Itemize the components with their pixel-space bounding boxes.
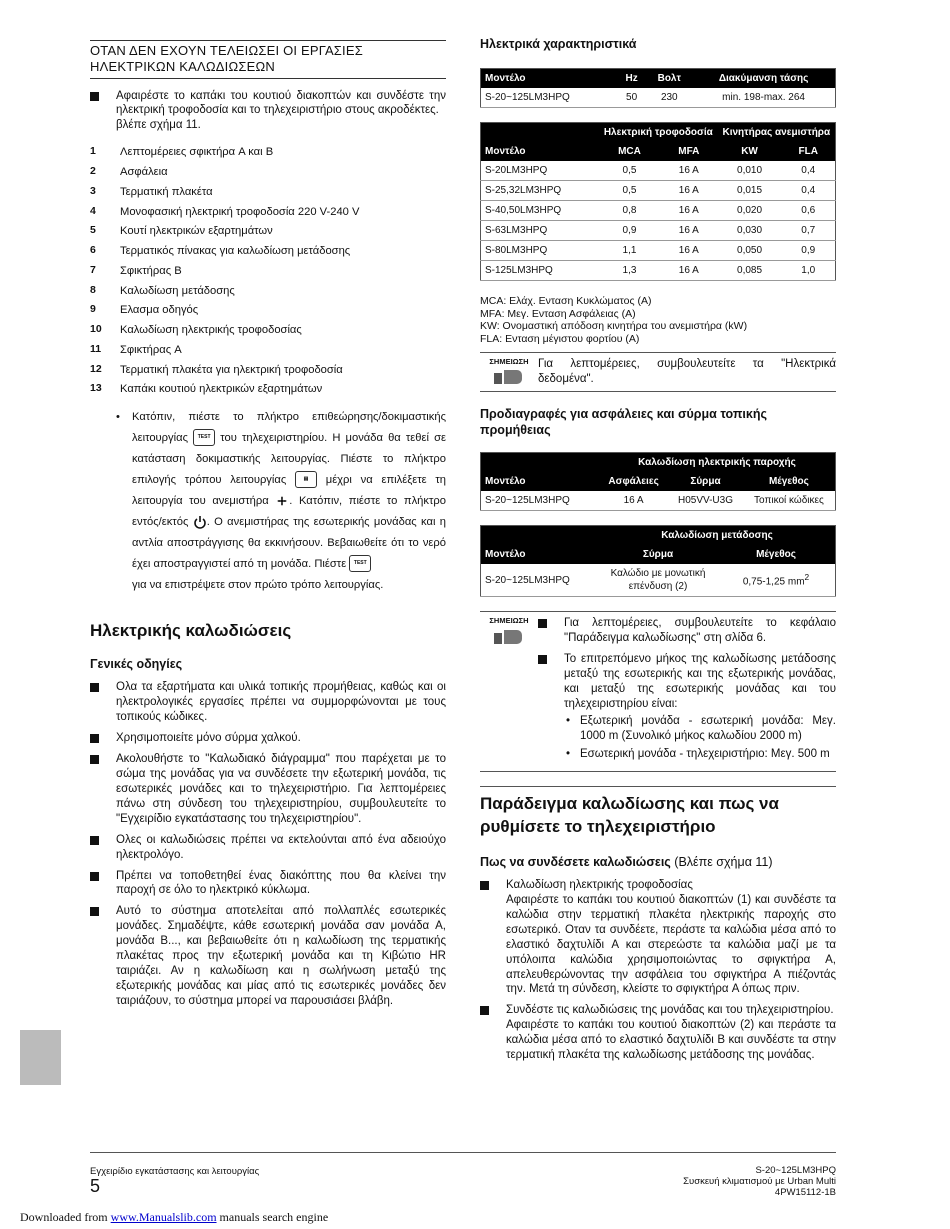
connect-item-title: Συνδέστε τις καλωδιώσεις της μονάδας και του τηλεχειριστηρίου. bbox=[506, 1004, 834, 1017]
list-item bbox=[90, 323, 446, 338]
download-credit bbox=[20, 1210, 328, 1226]
list-item bbox=[90, 343, 446, 358]
t1-cell: 50 bbox=[617, 88, 647, 108]
t2-group-power: Ηλεκτρική τροφοδοσία bbox=[599, 123, 718, 143]
t4-head: Μοντέλο bbox=[481, 545, 600, 564]
list-item bbox=[90, 264, 446, 279]
t3-cell: 16 A bbox=[599, 491, 668, 511]
sub-item: • Εσωτερική μονάδα - τηλεχειριστήριο: Μεγ. 500 m bbox=[564, 747, 836, 762]
test-key-icon bbox=[193, 429, 215, 446]
intro-list bbox=[90, 89, 446, 134]
test-text-6: για να επιστρέψετε στον πρώτο τρόπο λειτουργίας. bbox=[132, 578, 384, 591]
t1-cell: S-20~125LM3HPQ bbox=[481, 88, 617, 108]
note-list bbox=[538, 616, 836, 761]
test-text-2: του τηλεχειριστηρίου. Η μονάδα θα τεθεί σε κατάσταση δοκιμαστικής λειτουργίας. Πιέστε το πλήκτρο επιλογής τρόπου λειτουργίας bbox=[132, 431, 447, 486]
list-item: Πρέπει να τοποθετηθεί ένας διακόπτης που θα κλείνει την παροχή σε όλο το ηλεκτρικό κύκλωμα. bbox=[90, 869, 446, 899]
table-supply-wiring bbox=[480, 452, 836, 511]
t3-cell: H05VV-U3G bbox=[668, 491, 743, 511]
connect-heading-text: Πως να συνδέσετε καλωδιώσεις bbox=[480, 854, 671, 869]
t3-head: Μέγεθος bbox=[743, 472, 836, 491]
item-text: Μονοφασική ηλεκτρική τροφοδοσία 220 V-240 V bbox=[120, 205, 360, 218]
t3-group: Καλωδίωση ηλεκτρικής παροχής bbox=[599, 453, 836, 473]
t2-cell: 16 A bbox=[660, 241, 718, 261]
t2-cell: 16 A bbox=[660, 161, 718, 181]
note-body-2 bbox=[538, 616, 836, 767]
list-item: Αυτό το σύστημα αποτελείται από πολλαπλές εσωτερικές μονάδες. Σημαδέψτε, κάθε εσωτερική μονάδα σαν μονάδα A, μονάδα B..., και βεβαιωθείτε ότι η καλωδίωση της τερματικής πλακέτας προς την εξωτερική μονάδα και τη Κιβώτιο HR ταιριάζει. Αν η καλωδίωση και η σωλήνωση μεταξύ της εξωτερικής μονάδας και μίας από τις εσωτερικές μονάδες δεν ταιριάζουν, το σύστημα μπορεί να παρουσιάσει βλάβη. bbox=[90, 904, 446, 1009]
sub-item: • Εξωτερική μονάδα - εσωτερική μονάδα: Μεγ. 1000 m (Συνολικό μήκος καλωδίου 2000 m) bbox=[564, 714, 836, 744]
abbreviation-legend bbox=[480, 295, 836, 345]
table-row bbox=[481, 564, 836, 597]
item-number: 2 bbox=[90, 165, 96, 178]
intro-item bbox=[90, 89, 446, 134]
test-key-label-2: TEST bbox=[353, 560, 367, 567]
test-text-5: . Ο ανεμιστήρας της εσωτερικής μονάδας και η αντλία αποστράγγισης θα εκκινήσουν. Βεβαιωθείτε ότι το νερό έχει αποστραγγιστεί από τη μονάδα. Πιέστε bbox=[132, 515, 447, 570]
section-heading: ΟΤΑΝ ΔΕΝ ΕΧΟΥΝ ΤΕΛΕΙΩΣΕΙ ΟΙ ΕΡΓΑΣΙΕΣ ΗΛΕΚΤΡΙΚΩΝ ΚΑΛΩΔΙΩΣΕΩΝ bbox=[90, 40, 446, 79]
footer-divider bbox=[90, 1152, 836, 1153]
item-text: Καλωδίωση μετάδοσης bbox=[120, 284, 235, 297]
note-icon bbox=[494, 370, 524, 384]
footer-model: S-20~125LM3HPQ bbox=[755, 1165, 836, 1176]
list-item: Χρησιμοποιείτε μόνο σύρμα χαλκού. bbox=[90, 731, 446, 746]
note-tag bbox=[480, 357, 538, 387]
t2-cell: S-20LM3HPQ bbox=[481, 161, 600, 181]
example-heading: Παράδειγμα καλωδίωσης και πως να ρυθμίσετε το τηλεχειριστήριο bbox=[480, 786, 836, 837]
note-tag-label-2: ΣΗΜΕΙΩΣΗ bbox=[489, 616, 529, 625]
t2-empty bbox=[481, 123, 600, 143]
test-instructions bbox=[90, 407, 446, 596]
t2-cell: 0,4 bbox=[781, 161, 835, 181]
t4-head: Μέγεθος bbox=[717, 545, 836, 564]
table-row bbox=[481, 88, 836, 108]
left-column bbox=[90, 40, 446, 1015]
download-suffix: manuals search engine bbox=[216, 1210, 329, 1224]
item-text: Τερματικός πίνακας για καλωδίωση μετάδοσης bbox=[120, 245, 351, 258]
item-text: Καπάκι κουτιού ηλεκτρικών εξαρτημάτων bbox=[120, 383, 323, 396]
intro-ref: βλέπε σχήμα 11. bbox=[116, 119, 201, 132]
t4-sup: 2 bbox=[804, 571, 810, 582]
item-number: 11 bbox=[90, 342, 102, 355]
list-item bbox=[90, 363, 446, 378]
table-row bbox=[481, 161, 836, 181]
t1-head-model: Μοντέλο bbox=[481, 69, 617, 89]
test-key-label: TEST bbox=[197, 434, 211, 441]
connect-item bbox=[480, 878, 836, 998]
t2-cell: 0,9 bbox=[781, 241, 835, 261]
t4-cell: Καλώδιο με μονωτική επένδυση (2) bbox=[599, 564, 717, 597]
t2-head: MFA bbox=[660, 142, 718, 161]
item-number: 5 bbox=[90, 224, 96, 237]
t2-cell: 0,030 bbox=[718, 221, 782, 241]
t2-cell: 0,7 bbox=[781, 221, 835, 241]
t2-cell: 16 A bbox=[660, 181, 718, 201]
connect-item-text: Αφαιρέστε το καπάκι του κουτιού διακοπτών (1) και συνδέστε τα καλώδια στην τερματική πλακέτα ηλεκτρικής παροχής στο εσωτερικό. Οταν τα συνδέετε, περάστε τα καλώδια μέσα από το ελαστικό δαχτυλίδι A και στερεώστε τα καλώδια μαζί με τα υπόλοιπα καλώδια χρησιμοποιώντας το σφιγκτήρα A, απελευθερώνοντας την ασφάλεια του σφιγκτήρα A πιέζοντάς την. Μετά τη σύνδεση, κλείστε το σφιγκτήρα A όπως πριν. bbox=[506, 893, 836, 996]
list-item: Ακολουθήστε το "Καλωδιακό διάγραμμα" που παρέχεται με το σώμα της μονάδας για να συνδέσετε την εξωτερική μονάδα, τις εσωτερικές μονάδες και το τηλεχειριστήριο. Για λεπτομέρειες πάνω στη σύνδεση του τηλεχειριστηρίου, συμβουλευτείτε το "Εγχειρίδιο εγκατάστασης του τηλεχειριστηρίου". bbox=[90, 752, 446, 827]
table-transmission-wiring bbox=[480, 525, 836, 597]
test-text-1: Κατόπιν, πιέστε το πλήκτρο επιθεώρησης/δοκιμαστικής λειτουργίας bbox=[132, 410, 446, 444]
electrical-heading: Ηλεκτρικά χαρακτηριστικά bbox=[480, 37, 637, 51]
t1-head-range: Διακύμανση τάσης bbox=[692, 69, 835, 89]
t2-cell: 0,085 bbox=[718, 261, 782, 281]
item-number: 6 bbox=[90, 244, 96, 257]
t2-cell: 0,5 bbox=[599, 181, 660, 201]
right-column bbox=[480, 36, 836, 1069]
note-tag-2 bbox=[480, 616, 538, 767]
list-item bbox=[90, 382, 446, 397]
table-power bbox=[480, 122, 836, 281]
wiring-heading: Ηλεκτρικής καλωδιώσεις bbox=[90, 620, 292, 640]
t2-cell: 0,015 bbox=[718, 181, 782, 201]
note-box-1 bbox=[480, 352, 836, 392]
footer-model-info bbox=[683, 1166, 836, 1199]
t2-cell: 0,5 bbox=[599, 161, 660, 181]
fan-icon bbox=[275, 494, 289, 508]
list-item bbox=[90, 185, 446, 200]
table-row bbox=[481, 181, 836, 201]
fuse-heading: Προδιαγραφές για ασφάλειες και σύρμα τοπικής προμήθειας bbox=[480, 406, 767, 437]
item-number: 7 bbox=[90, 263, 96, 276]
t4-cell: S-20~125LM3HPQ bbox=[481, 564, 600, 597]
table-row bbox=[481, 201, 836, 221]
t1-head-hz: Hz bbox=[617, 69, 647, 89]
list-item: Ολα τα εξαρτήματα και υλικά τοπικής προμήθειας, καθώς και οι ηλεκτρολογικές εργασίες πρέπει να συμμορφώνονται με τους τοπικούς κώδικες. bbox=[90, 680, 446, 725]
item-number: 4 bbox=[90, 204, 96, 217]
t2-cell: 16 A bbox=[660, 261, 718, 281]
list-item bbox=[90, 244, 446, 259]
t1-head-volt: Βολτ bbox=[646, 69, 692, 89]
item-text: Λεπτομέρειες σφικτήρα A και B bbox=[120, 146, 274, 159]
item-text: Ασφάλεια bbox=[120, 166, 168, 179]
t2-group-fan: Κινητήρας ανεμιστήρα bbox=[718, 123, 836, 143]
legend-line: MFA: Μεγ. Ενταση Ασφάλειας (A) bbox=[480, 307, 636, 320]
footer-product: Συσκευή κλιματισμού με Urban Multi bbox=[683, 1175, 836, 1187]
t2-cell: S-125LM3HPQ bbox=[481, 261, 600, 281]
item-text: Τερματική πλακέτα bbox=[120, 185, 213, 198]
item-text: Σφικτήρας B bbox=[120, 264, 182, 277]
footer-code: 4PW15112-1B bbox=[774, 1186, 836, 1198]
t4-group: Καλωδίωση μετάδοσης bbox=[599, 526, 836, 546]
t2-cell: S-25,32LM3HPQ bbox=[481, 181, 600, 201]
t1-cell: 230 bbox=[646, 88, 692, 108]
test-text-3: μέχρι να επιλέξετε τη λειτουργία του ανεμιστήρα bbox=[132, 473, 447, 507]
list-item bbox=[90, 205, 446, 220]
t1-cell: min. 198-max. 264 bbox=[692, 88, 835, 108]
list-item bbox=[90, 165, 446, 180]
general-list bbox=[90, 680, 446, 1009]
item-number: 3 bbox=[90, 184, 96, 197]
item-number: 10 bbox=[90, 323, 102, 336]
test-text-4: . Κατόπιν, πιέστε το πλήκτρο εντός/εκτός bbox=[132, 494, 446, 528]
note-text: Για λεπτομέρειες, συμβουλευτείτε τα "Ηλεκτρικά δεδομένα". bbox=[538, 357, 836, 385]
t3-head: Ασφάλειες bbox=[599, 472, 668, 491]
t2-cell: 0,010 bbox=[718, 161, 782, 181]
t3-head: Μοντέλο bbox=[481, 472, 600, 491]
item-number: 1 bbox=[90, 145, 96, 158]
note-box-2 bbox=[480, 611, 836, 772]
t3-empty bbox=[481, 453, 600, 473]
connect-item bbox=[480, 1003, 836, 1063]
note-item: Για λεπτομέρειες, συμβουλευτείτε το κεφάλαιο "Παράδειγμα καλωδίωσης" στη σλίδα 6. bbox=[538, 616, 836, 646]
item-number: 13 bbox=[90, 382, 102, 395]
mode-key-icon: ▤ bbox=[295, 471, 317, 488]
connect-list bbox=[480, 878, 836, 1063]
item-text: Καλωδίωση ηλεκτρικής τροφοδοσίας bbox=[120, 324, 302, 337]
table-row bbox=[481, 491, 836, 511]
intro-text: Αφαιρέστε το καπάκι του κουτιού διακοπτών και συνδέστε την ηλεκτρική τροφοδοσία και το τηλεχειριστήριο στους ακροδέκτες. bbox=[116, 89, 446, 117]
item-number: 12 bbox=[90, 362, 102, 375]
test-key-icon-2 bbox=[349, 555, 371, 572]
connect-item-text: Αφαιρέστε το καπάκι του κουτιού διακοπτών (2) και περάστε τα καλώδια μέσα από το ελαστικό δαχτυλίδι B και συνδέστε τα στην τερματική πλακέτα της καλωδίωσης μετάδοσης της μονάδας. bbox=[506, 1019, 836, 1062]
t2-head: Μοντέλο bbox=[481, 142, 600, 161]
t2-cell: S-40,50LM3HPQ bbox=[481, 201, 600, 221]
note-item bbox=[538, 652, 836, 762]
note-icon-2 bbox=[494, 630, 524, 644]
connect-heading-ref: (Βλέπε σχήμα 11) bbox=[670, 854, 773, 869]
page-tab-marker bbox=[20, 1030, 61, 1085]
t2-cell: 1,3 bbox=[599, 261, 660, 281]
item-number: 8 bbox=[90, 283, 96, 296]
t2-cell: 0,9 bbox=[599, 221, 660, 241]
manualslib-link[interactable]: www.Manualslib.com bbox=[110, 1210, 217, 1224]
note-sublist bbox=[564, 714, 836, 762]
page-number: 5 bbox=[90, 1176, 101, 1196]
legend-line: FLA: Ενταση μέγιστου φορτίου (A) bbox=[480, 333, 640, 346]
list-item bbox=[90, 284, 446, 299]
legend-line: KW: Ονομαστική απόδοση κινητήρα του ανεμιστήρα (kW) bbox=[480, 320, 748, 333]
t2-head: MCA bbox=[599, 142, 660, 161]
t2-cell: 1,0 bbox=[781, 261, 835, 281]
t4-head: Σύρμα bbox=[599, 545, 717, 564]
table-electrical bbox=[480, 68, 836, 108]
list-item bbox=[90, 303, 446, 318]
connect-item-title: Καλωδίωση ηλεκτρικής τροφοδοσίας bbox=[506, 878, 693, 891]
table-row bbox=[481, 261, 836, 281]
t2-cell: 1,1 bbox=[599, 241, 660, 261]
list-item: Ολες οι καλωδιώσεις πρέπει να εκτελούνται από ένα αδειούχο ηλεκτρολόγο. bbox=[90, 833, 446, 863]
connect-heading bbox=[480, 854, 836, 870]
note-tag-label: ΣΗΜΕΙΩΣΗ bbox=[489, 356, 529, 366]
general-heading: Γενικές οδηγίες bbox=[90, 656, 183, 671]
t2-cell: 0,4 bbox=[781, 181, 835, 201]
t2-cell: 0,8 bbox=[599, 201, 660, 221]
power-icon bbox=[193, 515, 207, 529]
item-text: Τερματική πλακέτα για ηλεκτρική τροφοδοσία bbox=[120, 363, 343, 376]
list-item bbox=[90, 224, 446, 239]
t3-cell: Τοπικοί κώδικες bbox=[743, 491, 836, 511]
t2-head: FLA bbox=[781, 142, 835, 161]
item-text: Ελασμα οδηγός bbox=[120, 304, 199, 317]
t2-head: KW bbox=[718, 142, 782, 161]
t2-cell: S-63LM3HPQ bbox=[481, 221, 600, 241]
t2-cell: S-80LM3HPQ bbox=[481, 241, 600, 261]
t4-size: 0,75-1,25 mm bbox=[742, 576, 805, 588]
item-text: Κουτί ηλεκτρικών εξαρτημάτων bbox=[120, 225, 273, 238]
t2-cell: 0,6 bbox=[781, 201, 835, 221]
item-number: 9 bbox=[90, 303, 96, 316]
table-row bbox=[481, 241, 836, 261]
parts-list bbox=[90, 145, 446, 397]
footer-title: Εγχειρίδιο εγκατάστασης και λειτουργίας bbox=[90, 1166, 260, 1177]
t2-cell: 16 A bbox=[660, 221, 718, 241]
t2-cell: 0,050 bbox=[718, 241, 782, 261]
item-text: Σφικτήρας A bbox=[120, 343, 182, 356]
download-prefix: Downloaded from bbox=[20, 1210, 111, 1224]
list-item bbox=[90, 145, 446, 160]
legend-line: MCA: Ελάχ. Ενταση Κυκλώματος (A) bbox=[480, 295, 652, 308]
t2-cell: 16 A bbox=[660, 201, 718, 221]
t2-cell: 0,020 bbox=[718, 201, 782, 221]
t4-cell-size bbox=[717, 564, 836, 597]
t3-cell: S-20~125LM3HPQ bbox=[481, 491, 600, 511]
t4-empty bbox=[481, 526, 600, 546]
note-item-text: Το επιτρεπόμενο μήκος της καλωδίωσης μετάδοσης μεταξύ της εσωτερικής και της εξωτερικής μονάδας, και μεταξύ της εσωτερικής μονάδας και του τηλεχειριστηρίου είναι: bbox=[564, 652, 836, 710]
table-row bbox=[481, 221, 836, 241]
t3-head: Σύρμα bbox=[668, 472, 743, 491]
